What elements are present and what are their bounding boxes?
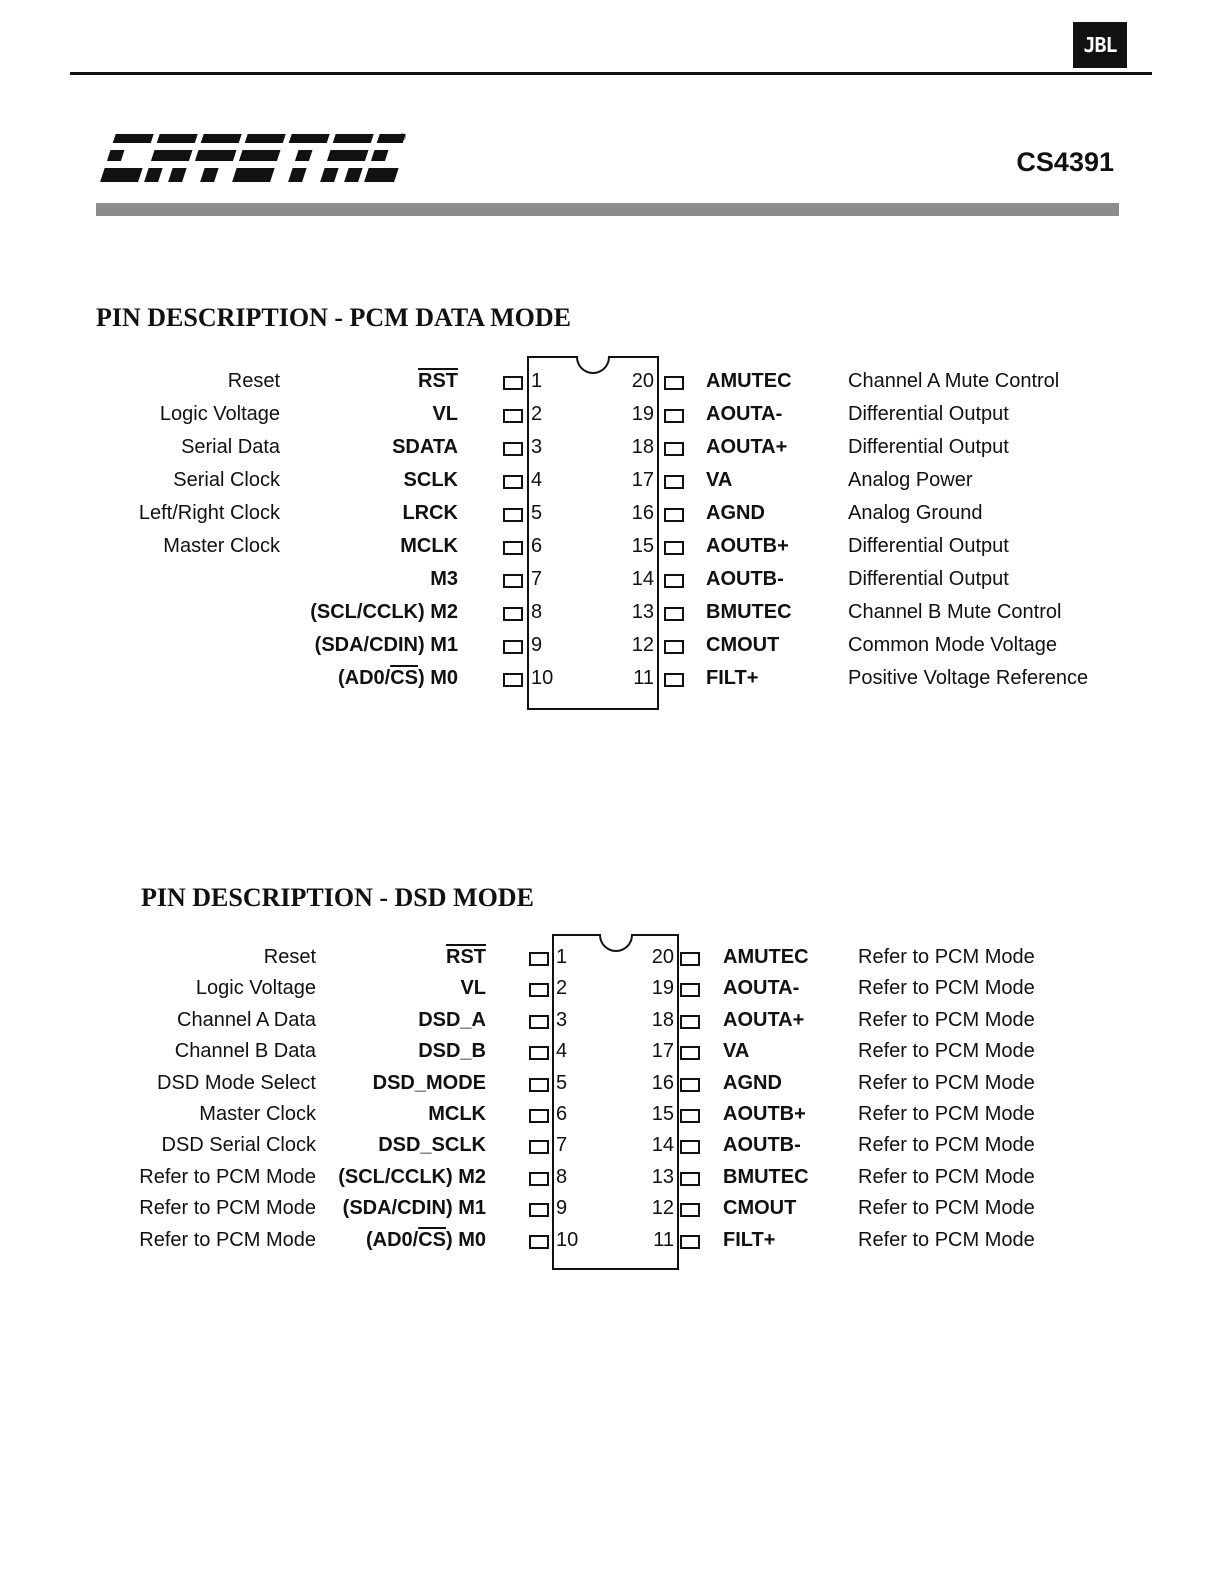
pcm-left-pin-name: Logic Voltage [159, 403, 280, 425]
pcm-right-pin-lead [664, 475, 684, 489]
dsd-right-pin-lead [680, 1015, 700, 1029]
dsd-left-pin-name: Master Clock [199, 1103, 316, 1125]
dsd-right-pin-lead [680, 1109, 700, 1123]
dsd-left-pin-number: 2 [556, 977, 568, 1000]
pcm-right-pin-row [0, 366, 1220, 396]
dsd-right-pin-number: 17 [651, 1040, 674, 1063]
pcm-left-pin-number: 5 [531, 502, 543, 524]
dsd-right-pin-lead [680, 1140, 700, 1154]
dsd-left-pin-name: Logic Voltage [195, 977, 316, 1000]
pcm-left-pin-symbol: VL [432, 403, 458, 425]
dsd-left-pin-symbol: DSD_A [418, 1008, 486, 1031]
dsd-right-pin-lead [680, 1078, 700, 1092]
dsd-right-pin-lead [680, 1203, 700, 1217]
pcm-right-pin-symbol: BMUTEC [706, 601, 792, 623]
dsd-right-pin-symbol: VA [723, 1040, 750, 1063]
pcm-right-pin-lead [664, 442, 684, 456]
pcm-left-pin-name: Reset [227, 370, 280, 392]
dsd-right-pin-row [0, 1193, 1220, 1223]
pcm-right-pin-symbol: AOUTA+ [706, 436, 788, 458]
pcm-left-pin-symbol: $(AD0/\overline{CS})$ M0 [337, 667, 458, 689]
dsd-right-pin-number: 20 [651, 946, 674, 968]
pcm-right-pin-name: Analog Power [848, 469, 973, 491]
pcm-right-pin-row [0, 564, 1220, 594]
pcm-right-pin-number: 14 [631, 568, 654, 590]
dsd-right-pin-symbol: CMOUT [723, 1197, 797, 1220]
logo-stripes-top [113, 134, 406, 143]
pcm-left-pin-symbol: (SCL/CCLK) M2 [310, 601, 458, 623]
dsd-right-pin-number: 19 [651, 977, 674, 1000]
pcm-right-pin-number: 11 [633, 667, 654, 689]
pcm-right-pin-lead [664, 376, 684, 390]
dsd-left-pin-name: Channel A Data [177, 1008, 316, 1031]
pcm-right-pin-number: 16 [631, 502, 654, 524]
pcm-right-pin-row [0, 498, 1220, 528]
dsd-left-pin-symbol: (SDA/CDIN) M1 [342, 1197, 486, 1220]
pcm-right-pin-symbol: FILT+ [706, 667, 759, 689]
dsd-right-pin-row [0, 973, 1220, 1003]
pcm-right-pin-lead [664, 607, 684, 621]
dsd-left-pin-symbol: DSD_SCLK [378, 1134, 486, 1157]
dsd-left-pin-name: Refer to PCM Mode [139, 1165, 316, 1188]
pcm-right-pin-number: 12 [631, 634, 654, 656]
dsd-left-pin-number: 9 [556, 1197, 568, 1220]
pcm-left-pin-symbol: MCLK [400, 535, 458, 557]
dsd-left-pin-number: 10 [556, 1228, 579, 1251]
dsd-right-pin-number: 18 [651, 1008, 674, 1031]
dsd-right-pin-symbol: AMUTEC [723, 946, 809, 968]
pcm-right-pin-number: 19 [631, 403, 654, 425]
pcm-left-pin-number: 3 [531, 436, 543, 458]
dsd-right-pin-lead [680, 1172, 700, 1186]
dsd-left-pin-number: 8 [556, 1165, 568, 1188]
pcm-right-pin-symbol: AOUTB- [706, 568, 784, 590]
pcm-left-pin-symbol: M3 [430, 568, 458, 590]
dsd-right-pin-number: 12 [651, 1197, 674, 1220]
dsd-left-pin-name: DSD Mode Select [157, 1071, 316, 1094]
pcm-left-pin-name: Serial Data [181, 436, 280, 458]
dsd-right-pin-number: 13 [651, 1165, 674, 1188]
dsd-right-pin-name: Refer to PCM Mode [858, 1134, 1035, 1157]
dsd-right-pin-row [0, 942, 1220, 972]
dsd-left-pin-symbol: $\overline{RST}$ [446, 946, 486, 968]
logo-stripes-bottom [100, 168, 399, 182]
pcm-right-pin-row [0, 399, 1220, 429]
dsd-left-pin-name: Channel B Data [174, 1040, 316, 1063]
pcm-left-pin-number: 6 [531, 535, 543, 557]
dsd-section-title: PIN DESCRIPTION - DSD MODE [141, 883, 534, 912]
dsd-right-pin-number: 16 [651, 1071, 674, 1094]
pcm-right-pin-symbol: AGND [706, 502, 765, 524]
dsd-left-pin-number: 4 [556, 1040, 568, 1063]
pcm-right-pin-row [0, 630, 1220, 660]
dsd-right-pin-row [0, 1225, 1220, 1255]
pcm-right-pin-lead [664, 640, 684, 654]
pcm-right-pin-number: 17 [631, 469, 654, 491]
pcm-right-pin-name: Channel B Mute Control [848, 601, 1062, 623]
pcm-right-pin-symbol: CMOUT [706, 634, 780, 656]
pcm-left-pin-number: 4 [531, 469, 543, 491]
dsd-right-pin-lead [680, 1046, 700, 1060]
pcm-right-pin-symbol: VA [706, 469, 733, 491]
svg-text:®: ® [398, 133, 407, 143]
jbl-brand-badge: JBL [1073, 22, 1127, 68]
dsd-left-pin-number: 1 [556, 946, 568, 968]
dsd-right-pin-symbol: BMUTEC [723, 1165, 809, 1188]
dsd-right-pin-symbol: AOUTB- [723, 1134, 801, 1157]
header-rule [70, 72, 1152, 75]
dsd-left-pin-symbol: MCLK [428, 1103, 486, 1125]
pcm-left-pin-symbol: (SDA/CDIN) M1 [314, 634, 458, 656]
header-grey-bar [96, 203, 1119, 216]
dsd-left-pin-number: 7 [556, 1134, 568, 1157]
pcm-right-pin-number: 15 [631, 535, 654, 557]
pcm-right-pin-row [0, 663, 1220, 693]
pcm-right-pin-number: 18 [631, 436, 654, 458]
dsd-left-pin-symbol: (SCL/CCLK) M2 [338, 1165, 486, 1188]
dsd-right-pin-name: Refer to PCM Mode [858, 1103, 1035, 1125]
pcm-right-pin-name: Channel A Mute Control [848, 370, 1060, 392]
dsd-right-pin-name: Refer to PCM Mode [858, 1008, 1035, 1031]
pcm-right-pin-symbol: AOUTB+ [706, 535, 789, 557]
pcm-left-pin-number: 10 [531, 667, 554, 689]
pcm-left-pin-number: 2 [531, 403, 543, 425]
pcm-left-pin-symbol: SCLK [403, 469, 458, 491]
dsd-right-pin-row [0, 1005, 1220, 1035]
pcm-right-pin-name: Analog Ground [848, 502, 983, 524]
pcm-left-pin-number: 8 [531, 601, 543, 623]
pcm-right-pin-name: Common Mode Voltage [848, 634, 1058, 656]
dsd-right-pin-number: 11 [653, 1228, 674, 1251]
pcm-right-pin-symbol: AMUTEC [706, 370, 792, 392]
pcm-right-pin-lead [664, 574, 684, 588]
pcm-right-pin-lead [664, 409, 684, 423]
dsd-right-pin-name: Refer to PCM Mode [858, 1165, 1035, 1188]
dsd-right-pin-number: 15 [651, 1103, 674, 1125]
dsd-left-pin-symbol: $(AD0/\overline{CS})$ M0 [365, 1228, 486, 1251]
pcm-right-pin-row [0, 597, 1220, 627]
dsd-left-pin-symbol: VL [460, 977, 486, 1000]
pcm-right-pin-row [0, 465, 1220, 495]
pcm-right-pin-row [0, 531, 1220, 561]
dsd-right-pin-row [0, 1036, 1220, 1066]
pcm-right-pin-row [0, 432, 1220, 462]
pcm-right-pin-lead [664, 541, 684, 555]
dsd-right-pin-lead [680, 952, 700, 966]
dsd-right-pin-name: Refer to PCM Mode [858, 1071, 1035, 1094]
dsd-right-pin-symbol: AOUTA+ [723, 1008, 805, 1031]
pcm-right-pin-name: Positive Voltage Reference [848, 667, 1089, 689]
dsd-right-pin-row [0, 1068, 1220, 1098]
pcm-left-pin-name: Left/Right Clock [138, 502, 280, 524]
pcm-right-pin-name: Differential Output [848, 436, 1009, 458]
dsd-left-pin-number: 5 [556, 1071, 568, 1094]
dsd-right-pin-name: Refer to PCM Mode [858, 977, 1035, 1000]
dsd-right-pin-row [0, 1099, 1220, 1129]
dsd-right-pin-name: Refer to PCM Mode [858, 1197, 1035, 1220]
pcm-right-pin-name: Differential Output [848, 403, 1009, 425]
part-number: CS4391 [1016, 147, 1114, 177]
pcm-right-pin-lead [664, 508, 684, 522]
pcm-left-pin-name: Master Clock [163, 535, 280, 557]
dsd-left-pin-name: Refer to PCM Mode [139, 1197, 316, 1220]
dsd-right-pin-lead [680, 983, 700, 997]
pcm-left-pin-symbol: LRCK [402, 502, 458, 524]
dsd-right-pin-name: Refer to PCM Mode [858, 946, 1035, 968]
logo-stripes-mid [107, 150, 389, 161]
pcm-left-pin-symbol: SDATA [392, 436, 458, 458]
dsd-left-pin-name: Reset [263, 946, 316, 968]
dsd-left-pin-symbol: DSD_B [418, 1040, 486, 1063]
pcm-right-pin-number: 13 [631, 601, 654, 623]
pcm-right-pin-name: Differential Output [848, 568, 1009, 590]
pcm-right-pin-lead [664, 673, 684, 687]
pcm-right-pin-number: 20 [631, 370, 654, 392]
dsd-right-pin-symbol: AOUTB+ [723, 1103, 806, 1125]
dsd-right-pin-name: Refer to PCM Mode [858, 1040, 1035, 1063]
dsd-left-pin-number: 3 [556, 1008, 568, 1031]
dsd-right-pin-symbol: AOUTA- [723, 977, 800, 1000]
dsd-left-pin-name: Refer to PCM Mode [139, 1228, 316, 1251]
dsd-right-pin-lead [680, 1235, 700, 1249]
dsd-right-pin-row [0, 1162, 1220, 1192]
pcm-left-pin-symbol: $\overline{RST}$ [418, 370, 458, 392]
pcm-left-pin-name: Serial Clock [173, 469, 280, 491]
dsd-right-pin-row [0, 1130, 1220, 1160]
pcm-left-pin-number: 9 [531, 634, 543, 656]
pcm-section-title: PIN DESCRIPTION - PCM DATA MODE [96, 303, 571, 332]
pcm-right-pin-symbol: AOUTA- [706, 403, 783, 425]
dsd-left-pin-symbol: DSD_MODE [372, 1071, 486, 1094]
dsd-right-pin-symbol: AGND [723, 1071, 782, 1094]
pcm-right-pin-name: Differential Output [848, 535, 1009, 557]
pcm-left-pin-number: 7 [531, 568, 543, 590]
dsd-right-pin-symbol: FILT+ [723, 1228, 776, 1251]
dsd-right-pin-number: 14 [651, 1134, 674, 1157]
dsd-right-pin-name: Refer to PCM Mode [858, 1228, 1035, 1251]
dsd-left-pin-number: 6 [556, 1103, 568, 1125]
pcm-left-pin-number: 1 [531, 370, 543, 392]
dsd-left-pin-name: DSD Serial Clock [161, 1134, 316, 1157]
crystal-logo [95, 130, 413, 186]
